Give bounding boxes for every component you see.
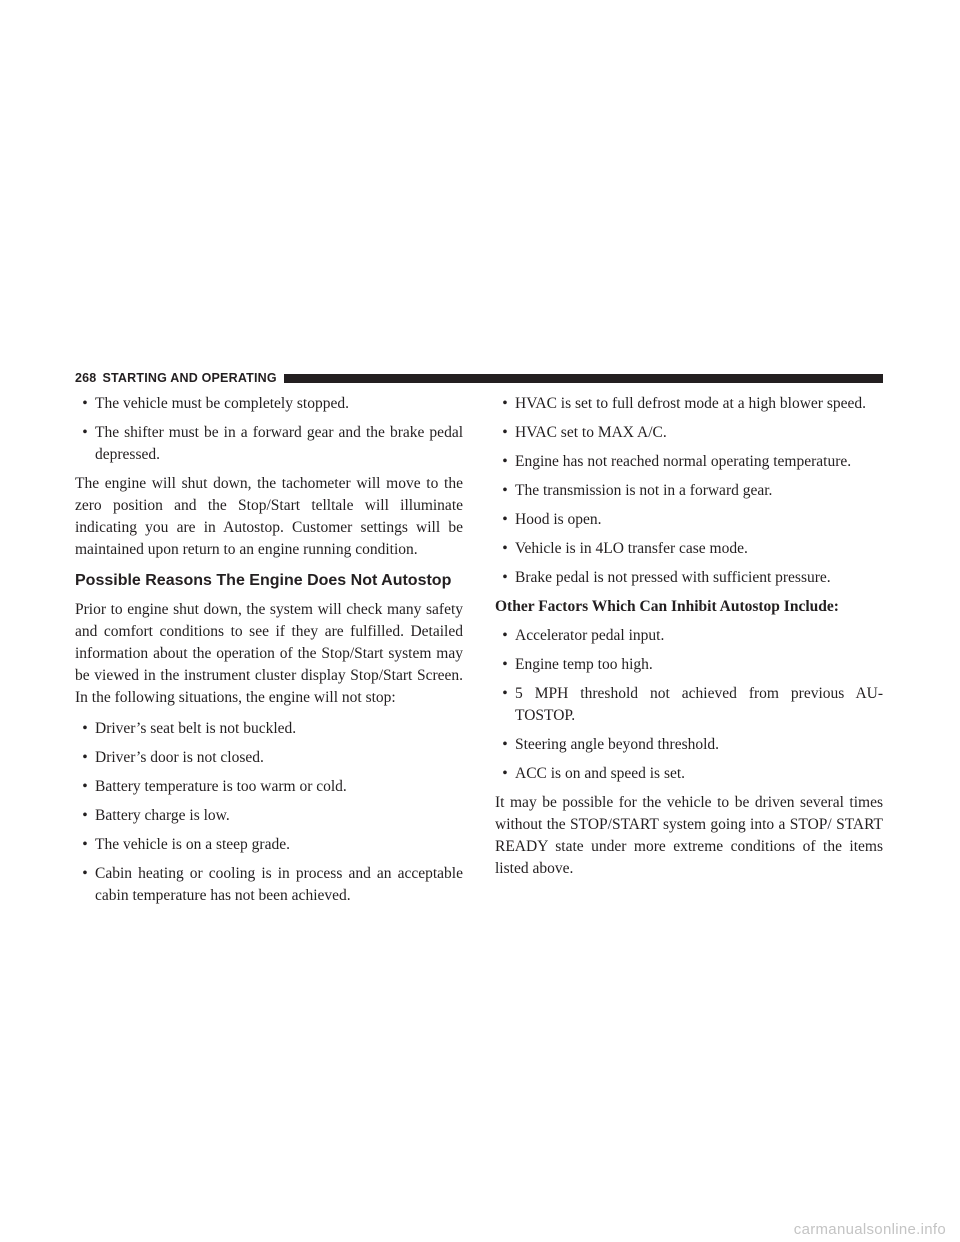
bullet-icon bbox=[495, 480, 515, 502]
bullet-item bbox=[495, 567, 883, 589]
bullet-icon bbox=[495, 567, 515, 589]
bullet-icon bbox=[495, 538, 515, 560]
bullet-text: 5 MPH threshold not achieved from previous AU-TOSTOP. bbox=[515, 685, 883, 724]
bullet-text: Vehicle is in 4LO transfer case mode. bbox=[515, 540, 748, 557]
bullet-text: Cabin heating or cooling is in process and an acceptable cabin temperature has not been achieved. bbox=[95, 865, 463, 904]
right-column bbox=[495, 393, 883, 889]
page-number: 268 bbox=[75, 371, 97, 385]
left-column bbox=[75, 393, 463, 914]
bullet-item bbox=[75, 776, 463, 798]
bullet-item bbox=[495, 763, 883, 785]
bullet-text: Engine temp too high. bbox=[515, 656, 653, 673]
bullet-icon bbox=[75, 863, 95, 885]
bullet-item bbox=[75, 393, 463, 415]
bullet-text: The shifter must be in a forward gear and the brake pedal depressed. bbox=[95, 424, 463, 463]
bullet-icon bbox=[495, 625, 515, 647]
bullet-text: Steering angle beyond threshold. bbox=[515, 736, 720, 753]
bullet-item bbox=[495, 451, 883, 473]
section-heading: Possible Reasons The Engine Does Not Autostop bbox=[75, 572, 452, 589]
watermark: carmanualsonline.info bbox=[793, 1221, 946, 1238]
bullet-text: The vehicle must be completely stopped. bbox=[95, 395, 349, 412]
section-title: STARTING AND OPERATING bbox=[102, 371, 277, 385]
bullet-text: HVAC set to MAX A/C. bbox=[515, 424, 667, 441]
bullet-text: Driver’s door is not closed. bbox=[95, 749, 264, 766]
bullet-text: The vehicle is on a steep grade. bbox=[95, 836, 290, 853]
bullet-icon bbox=[75, 805, 95, 827]
bullet-item bbox=[75, 747, 463, 769]
bullet-icon bbox=[495, 393, 515, 415]
bullet-text: HVAC is set to full defrost mode at a high blower speed. bbox=[515, 395, 866, 412]
bullet-icon bbox=[495, 509, 515, 531]
bullet-item bbox=[75, 834, 463, 856]
bullet-item bbox=[75, 718, 463, 740]
bullet-icon bbox=[495, 422, 515, 444]
bullet-icon bbox=[75, 422, 95, 444]
bullet-icon bbox=[495, 683, 515, 705]
bullet-icon bbox=[75, 393, 95, 415]
header-rule bbox=[284, 374, 883, 383]
bullet-icon bbox=[495, 654, 515, 676]
bullet-item bbox=[495, 393, 883, 415]
bullet-text: Hood is open. bbox=[515, 511, 602, 528]
bullet-text: Battery temperature is too warm or cold. bbox=[95, 778, 347, 795]
bullet-item bbox=[495, 509, 883, 531]
bullet-item bbox=[75, 863, 463, 907]
page-header bbox=[75, 369, 883, 387]
bullet-icon bbox=[75, 776, 95, 798]
bullet-item bbox=[495, 422, 883, 444]
bullet-text: Brake pedal is not pressed with sufficient pressure. bbox=[515, 569, 831, 586]
bullet-icon bbox=[495, 734, 515, 756]
bullet-text: The transmission is not in a forward gear. bbox=[515, 482, 773, 499]
paragraph-intro: Prior to engine shut down, the system will check many safety and comfort conditions to see if they are fulfilled. Detailed information about the operation of the Stop/Start system may be viewed in the instrument cluster display Stop/Start Screen. In the following situations, the engine will not stop: bbox=[75, 601, 463, 706]
bullet-item bbox=[75, 422, 463, 466]
bullet-text: Battery charge is low. bbox=[95, 807, 230, 824]
paragraph-shutdown: The engine will shut down, the tachometer will move to the zero position and the Stop/Start telltale will illuminate indicating you are in Autostop. Customer settings will be maintained upon return to an engine running condition. bbox=[75, 475, 463, 558]
bullet-text: ACC is on and speed is set. bbox=[515, 765, 686, 782]
bullet-item bbox=[495, 538, 883, 560]
bullet-icon bbox=[75, 834, 95, 856]
bullet-icon bbox=[75, 718, 95, 740]
bullet-item bbox=[495, 480, 883, 502]
bullet-text: Engine has not reached normal operating temperature. bbox=[515, 453, 852, 470]
bullet-item bbox=[75, 805, 463, 827]
bullet-icon bbox=[495, 763, 515, 785]
other-factors-heading: Other Factors Which Can Inhibit Autostop Include: bbox=[495, 598, 839, 615]
bullet-icon bbox=[75, 747, 95, 769]
bullet-text: Driver’s seat belt is not buckled. bbox=[95, 720, 297, 737]
bullet-item bbox=[495, 654, 883, 676]
bullet-icon bbox=[495, 451, 515, 473]
bullet-item bbox=[495, 625, 883, 647]
bullet-text: Accelerator pedal input. bbox=[515, 627, 665, 644]
closing-paragraph: It may be possible for the vehicle to be driven several times without the STOP/START system going into a STOP/ START READY state under more extreme conditions of the items listed above. bbox=[495, 794, 883, 877]
bullet-item bbox=[495, 734, 883, 756]
bullet-item bbox=[495, 683, 883, 727]
